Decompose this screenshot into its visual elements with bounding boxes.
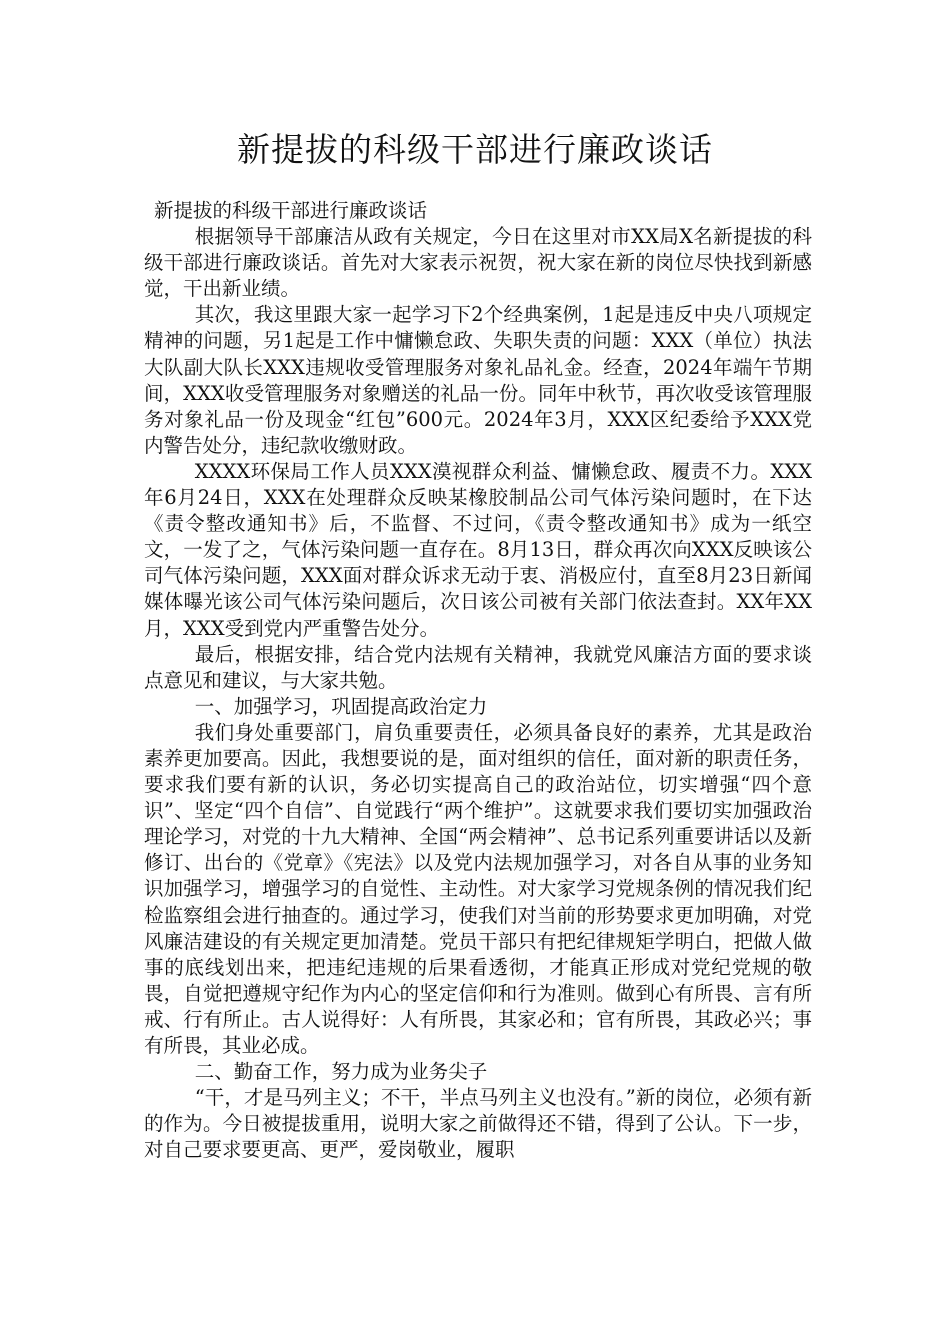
document-subtitle: 新提拔的科级干部进行廉政谈话 xyxy=(154,199,428,222)
paragraph-work: “干，才是马列主义；不干，半点马列主义也没有。”新的岗位，必须有新的作为。今日被提拔重用，说明大家之前做得还不错，得到了公认。下一步，对自己要求要更高、更严，爱岗敬业，履职 xyxy=(144,1086,812,1162)
paragraph-study: 我们身处重要部门，肩负重要责任，必须具备良好的素养，尤其是政治素养更加要高。因此，我想要说的是，面对组织的信任，面对新的职责任务，要求我们要有新的认识，务必切实提高自己的政治站位，切实增强“四个意识”、坚定“四个自信”、自觉践行“两个维护”。这就要求我们要切实加强政治理论学习，对党的十九大精神、全国“两会精神”、总书记系列重要讲话以及新修订、出台的《党章》《宪法》以及党内法规加强学习，对各自从事的业务知识加强学习，增强学习的自觉性、主动性。对大家学习党规条例的情况我们纪检监察组会进行抽查的。通过学习，使我们对当前的形势要求更加明确，对党风廉洁建设的有关规定更加清楚。党员干部只有把纪律规矩学明白，把做人做事的底线划出来，把违纪违规的后果看透彻，才能真正形成对党纪党规的敬畏，自觉把遵规守纪作为内心的坚定信仰和行为准则。做到心有所畏、言有所戒、行有所止。古人说得好：人有所畏，其家必和；官有所畏，其政必兴；事有所畏，其业必成。 xyxy=(144,720,812,1057)
section-heading-work: 二、勤奋工作，努力成为业务尖子 xyxy=(194,1060,488,1084)
document-title: 新提拔的科级干部进行廉政谈话 xyxy=(237,130,713,169)
section-heading-study: 一、加强学习，巩固提高政治定力 xyxy=(194,694,488,718)
paragraph-closing-intro: 最后，根据安排，结合党内法规有关精神，我就党风廉洁方面的要求谈点意见和建议，与大家共勉。 xyxy=(144,642,812,692)
paragraph-case-one: 其次，我这里跟大家一起学习下2个经典案例，1起是违反中央八项规定精神的问题，另1起是工作中慵懒怠政、失职失责的问题：XXX（单位）执法大队副大队长XXX违规收受管理服务对象礼品礼金。经查，2024年端午节期间，XXX收受管理服务对象赠送的礼品一份。同年中秋节，再次收受该管理服务对象礼品一份及现金“红包”600元。2024年3月，XXX区纪委给予XXX党内警告处分，违纪款收缴财政。 xyxy=(144,303,812,457)
paragraph-intro: 根据领导干部廉洁从政有关规定，今日在这里对市XX局X名新提拔的科级干部进行廉政谈话。首先对大家表示祝贺，祝大家在新的岗位尽快找到新感觉，干出新业绩。 xyxy=(144,225,812,301)
paragraph-case-two: XXXX环保局工作人员XXX漠视群众利益、慵懒怠政、履责不力。XXX年6月24日，XXX在处理群众反映某橡胶制品公司气体污染问题时，在下达《责令整改通知书》后，不监督、不过问，《责令整改通知书》成为一纸空文，一发了之，气体污染问题一直存在。8月13日，群众再次向XXX反映该公司气体污染问题，XXX面对群众诉求无动于衷、消极应付，直至8月23日新闻媒体曝光该公司气体污染问题后，次日该公司被有关部门依法查封。XX年XX月，XXX受到党内严重警告处分。 xyxy=(144,459,812,640)
document-body xyxy=(144,198,812,1163)
